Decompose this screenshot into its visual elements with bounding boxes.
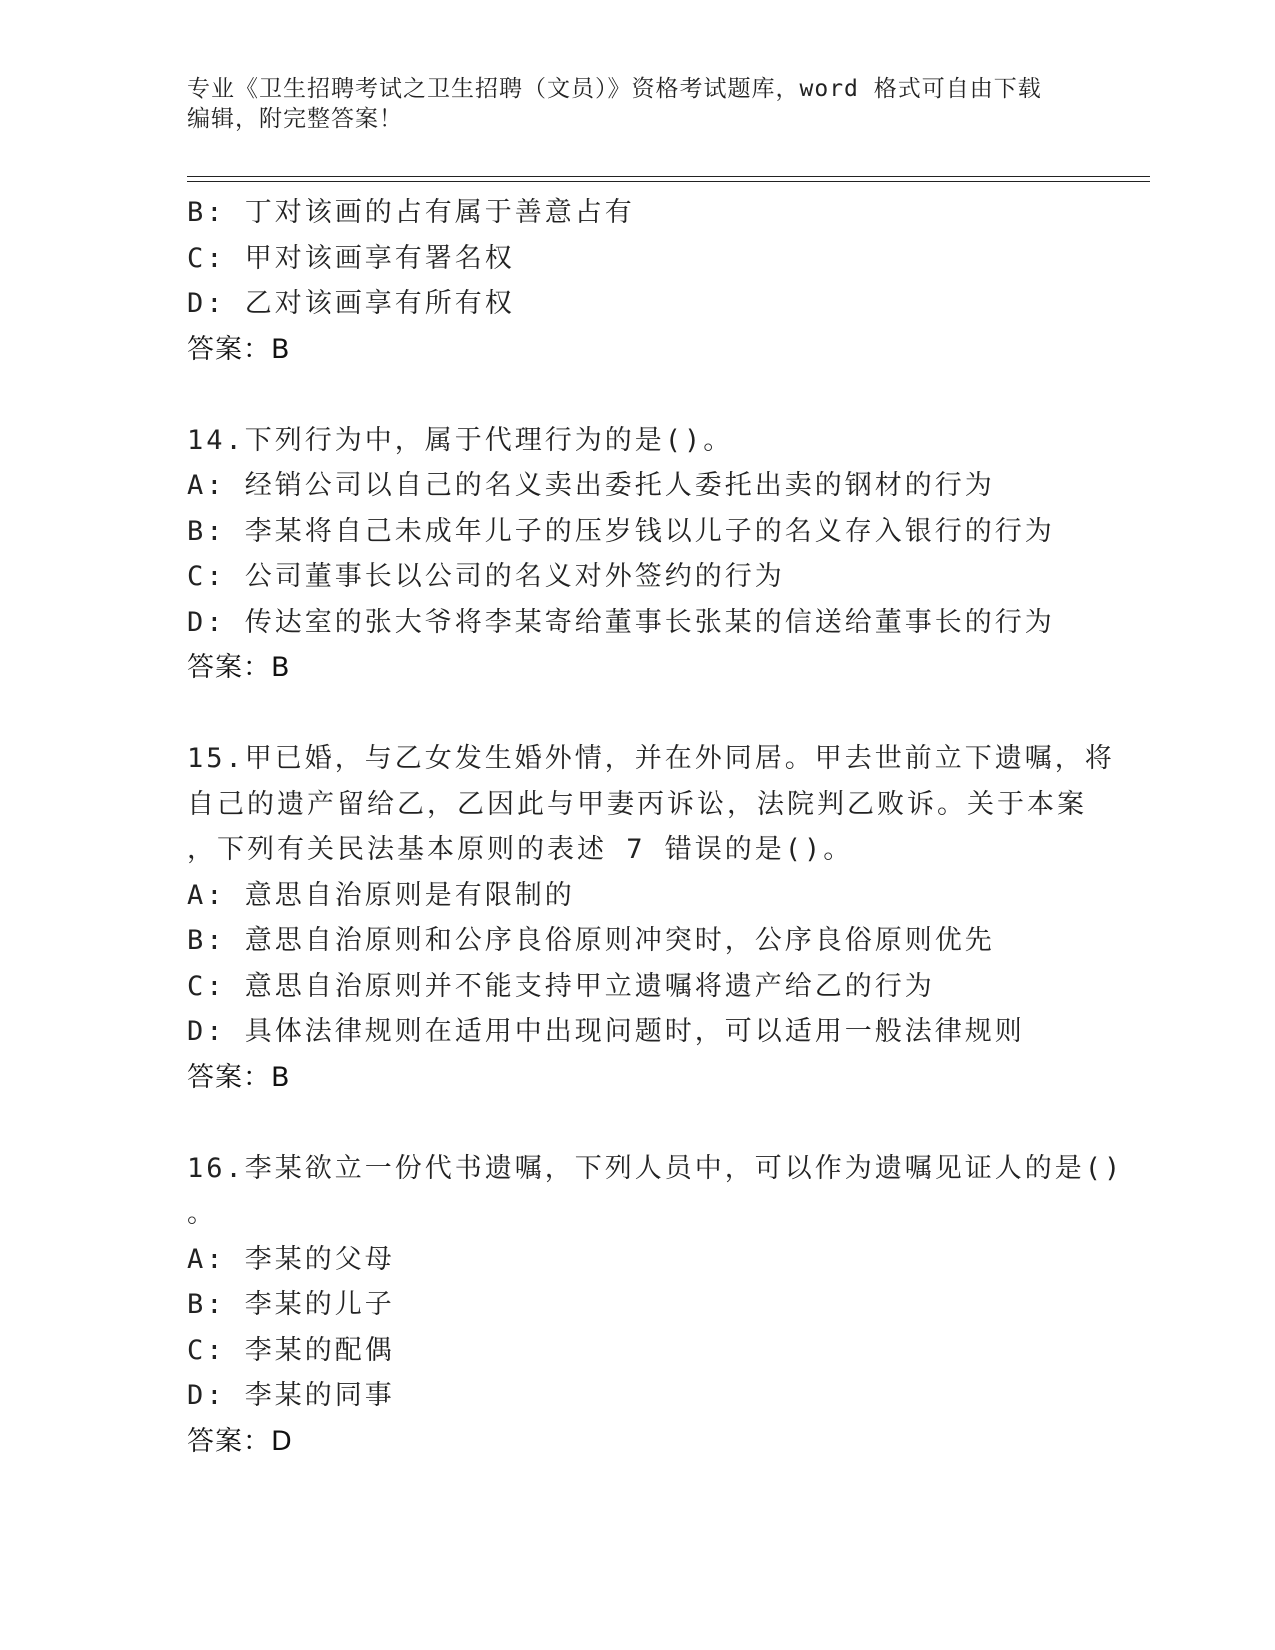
- question-stem: 14.下列行为中，属于代理行为的是()。: [187, 424, 734, 456]
- option-b: B: 丁对该画的占有属于善意占有: [187, 197, 635, 228]
- option-a: A: 意思自治原则是有限制的: [187, 879, 575, 911]
- answer-line: 答案：B: [187, 652, 291, 683]
- document-header: [187, 74, 1087, 134]
- option-c: C: 公司董事长以公司的名义对外签约的行为: [187, 561, 785, 592]
- option-d: D: 传达室的张大爷将李某寄给董事长张某的信送给董事长的行为: [187, 606, 1055, 638]
- spacer: [187, 372, 1127, 418]
- option-a: A: 李某的父母: [187, 1243, 395, 1275]
- question-stem: 15.甲已婚，与乙女发生婚外情，并在外同居。甲去世前立下遗嘱，将: [187, 743, 1115, 774]
- question-stem: 自己的遗产留给乙，乙因此与甲妻丙诉讼，法院判乙败诉。关于本案: [187, 788, 1087, 820]
- option-c: C: 李某的配偶: [187, 1334, 395, 1366]
- header-divider-bottom: [187, 181, 1150, 182]
- option-d: D: 具体法律规则在适用中出现问题时，可以适用一般法律规则: [187, 1016, 1025, 1047]
- question-15: [187, 736, 1127, 1100]
- header-line-1: 专业《卫生招聘考试之卫生招聘（文员）》资格考试题库，word 格式可自由下载: [187, 76, 1042, 102]
- question-14: [187, 418, 1127, 691]
- option-a: A: 经销公司以自己的名义卖出委托人委托出卖的钢材的行为: [187, 470, 995, 501]
- option-d: D: 乙对该画享有所有权: [187, 288, 515, 319]
- question-stem: ，下列有关民法基本原则的表述 7 错误的是()。: [187, 834, 854, 865]
- question-16: [187, 1146, 1127, 1465]
- option-b: B: 意思自治原则和公序良俗原则冲突时，公序良俗原则优先: [187, 925, 995, 956]
- question-stem: 。: [187, 1198, 217, 1229]
- question-stem: 16.李某欲立一份代书遗嘱，下列人员中，可以作为遗嘱见证人的是(): [187, 1152, 1124, 1184]
- answer-line: 答案：B: [187, 1061, 291, 1093]
- spacer: [187, 1100, 1127, 1146]
- answer-line: 答案：B: [187, 333, 291, 365]
- question-13-continued: [187, 190, 1127, 372]
- header-line-2: 编辑，附完整答案！: [187, 106, 403, 132]
- option-c: C: 甲对该画享有署名权: [187, 242, 515, 274]
- option-c: C: 意思自治原则并不能支持甲立遗嘱将遗产给乙的行为: [187, 970, 935, 1002]
- answer-line: 答案：D: [187, 1425, 293, 1457]
- question-content: [187, 190, 1127, 1464]
- spacer: [187, 691, 1127, 737]
- header-divider-top: [187, 176, 1150, 177]
- option-d: D: 李某的同事: [187, 1380, 395, 1411]
- option-b: B: 李某的儿子: [187, 1289, 395, 1320]
- option-b: B: 李某将自己未成年儿子的压岁钱以儿子的名义存入银行的行为: [187, 515, 1055, 547]
